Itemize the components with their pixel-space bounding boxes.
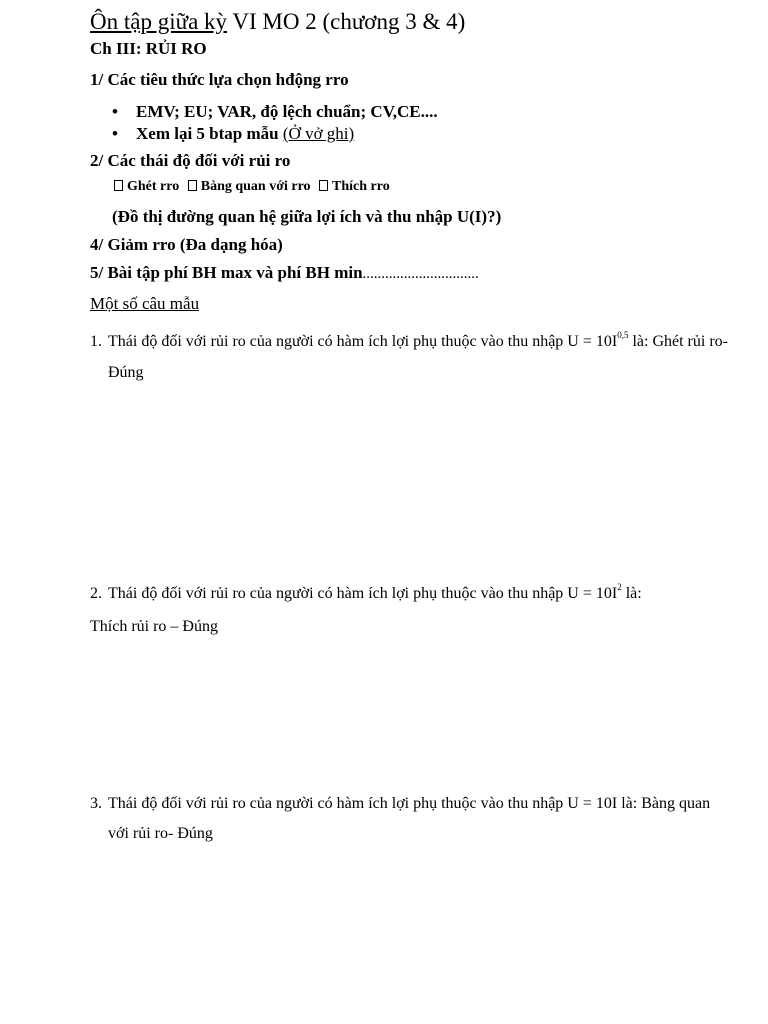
bullet-item-criteria xyxy=(112,103,438,120)
attitude-option-neutral-label: Bàng quan với rro xyxy=(200,179,311,194)
checkbox-icon xyxy=(188,180,197,191)
attitude-option-averse xyxy=(114,179,179,194)
chapter-heading: Ch III: RỦI RO xyxy=(90,39,207,58)
question-3-continuation: với rủi ro- Đúng xyxy=(108,825,213,842)
section-5-heading-text: 5/ Bài tập phí BH max và phí BH min xyxy=(90,263,363,282)
bullet-item-criteria-text: EMV; EU; VAR, độ lệch chuẩn; CV,CE.... xyxy=(136,102,438,121)
question-2-exponent: 2 xyxy=(617,582,622,592)
graph-note: (Đồ thị đường quan hệ giữa lợi ích và thu nhập U(I)?) xyxy=(112,207,502,226)
question-1-continuation: Đúng xyxy=(108,364,144,381)
attitude-option-seeking-label: Thích rro xyxy=(332,179,390,194)
question-3 xyxy=(90,796,743,812)
bullet-dot: • xyxy=(112,124,118,143)
question-3-text: Thái độ đối với rủi ro của người có hàm ích lợi phụ thuộc vào thu nhập U = 10I là: Bàng quan xyxy=(108,795,711,812)
question-1 xyxy=(90,330,728,350)
section-5-heading xyxy=(90,264,479,282)
samples-heading: Một số câu mẫu xyxy=(90,294,200,313)
page-title xyxy=(90,10,465,33)
question-2-tail: là: xyxy=(621,585,642,602)
question-2-text: Thái độ đối với rủi ro của người có hàm ích lợi phụ thuộc vào thu nhập U = 10I xyxy=(108,585,618,602)
question-1-number: 1. xyxy=(90,333,102,350)
question-3-number: 3. xyxy=(90,795,102,812)
section-2-heading: 2/ Các thái độ đối với rủi ro xyxy=(90,151,291,170)
bullet-item-review-note: (Ở vở ghi) xyxy=(282,124,355,143)
page-title-underlined: Ôn tập giữa kỳ xyxy=(90,9,228,34)
checkbox-icon xyxy=(114,180,123,191)
checkbox-icon xyxy=(319,180,328,191)
attitude-option-averse-label: Ghét rro xyxy=(127,179,180,194)
question-1-answer: là: Ghét rủi ro- xyxy=(628,333,728,350)
question-2-number: 2. xyxy=(90,585,102,602)
section-1-heading: 1/ Các tiêu thức lựa chọn hđộng rro xyxy=(90,70,349,89)
page-title-rest: VI MO 2 (chương 3 & 4) xyxy=(227,9,466,34)
question-2-answer: Thích rủi ro – Đúng xyxy=(90,618,218,635)
question-2 xyxy=(90,582,642,602)
attitude-option-neutral xyxy=(188,179,311,194)
bullet-dot: • xyxy=(112,102,118,121)
section-4-heading: 4/ Giảm rro (Đa dạng hóa) xyxy=(90,235,283,254)
attitude-options xyxy=(114,180,395,194)
attitude-option-seeking xyxy=(319,179,390,194)
question-1-text: Thái độ đối với rủi ro của người có hàm ích lợi phụ thuộc vào thu nhập U = 10I xyxy=(108,333,618,350)
section-5-dots: ............................... xyxy=(362,266,479,282)
question-1-exponent: 0,5 xyxy=(617,330,629,340)
bullet-item-review-text: Xem lại 5 btap mẫu xyxy=(136,124,283,143)
bullet-item-review xyxy=(112,125,354,142)
